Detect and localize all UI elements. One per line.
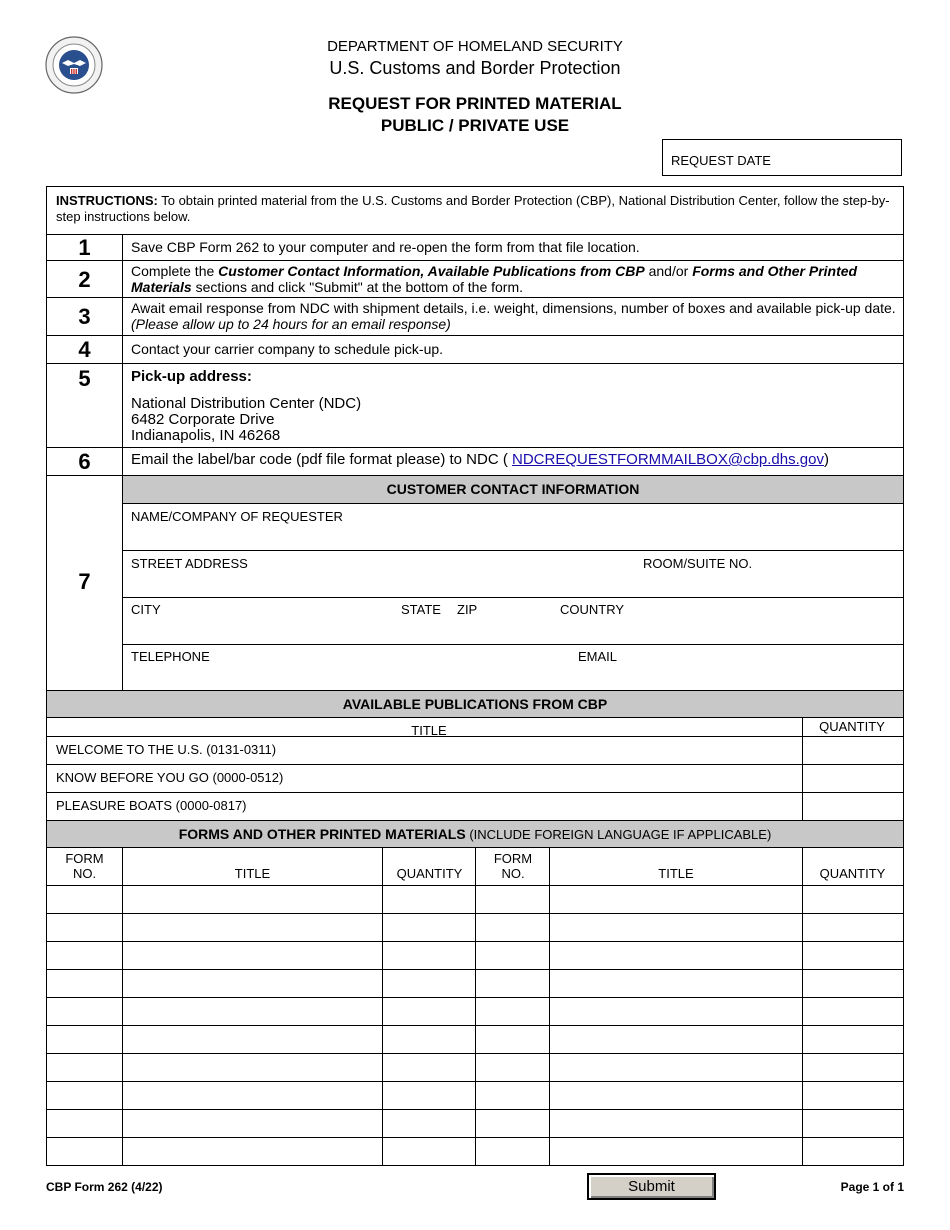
- ndc-email-link[interactable]: NDCREQUESTFORMMAILBOX@cbp.dhs.gov: [512, 451, 824, 468]
- contact-section-heading: CUSTOMER CONTACT INFORMATION: [123, 476, 903, 503]
- room-suite-label: ROOM/SUITE NO.: [643, 556, 753, 571]
- forms-row-divider: [47, 1053, 903, 1054]
- forms-row-divider: [47, 1109, 903, 1110]
- forms-section-heading: FORMS AND OTHER PRINTED MATERIALS (INCLUDE FOREIGN LANGUAGE IF APPLICABLE): [47, 821, 903, 847]
- step-number-3: 3: [78, 304, 91, 329]
- page-number: Page 1 of 1: [840, 1180, 904, 1194]
- email-field[interactable]: [572, 645, 903, 690]
- request-date-label: REQUEST DATE: [671, 153, 771, 168]
- forms-title-header: TITLE: [234, 866, 271, 881]
- instructions-body: To obtain printed material from the U.S. Customs and Border Protection (CBP), National Distribution Center, follow the step-by-step instructions below.: [56, 193, 890, 224]
- forms-row-divider: [47, 1081, 903, 1082]
- form-no-header: FORM NO.: [65, 851, 104, 881]
- street-address-field[interactable]: [123, 551, 623, 597]
- name-label: NAME/COMPANY OF REQUESTER: [131, 509, 343, 524]
- forms-row-divider: [47, 969, 903, 970]
- department-name: DEPARTMENT OF HOMELAND SECURITY: [327, 38, 623, 55]
- publication-title: WELCOME TO THE U.S. (0131-0311): [56, 742, 277, 757]
- forms-quantity-header: QUANTITY: [396, 866, 463, 881]
- step-number-7: 7: [78, 569, 91, 594]
- step-6-text: Email the label/bar code (pdf file format please) to NDC ( NDCREQUESTFORMMAILBOX@cbp.dhs.gov): [131, 451, 829, 468]
- form-subtitle: PUBLIC / PRIVATE USE: [380, 116, 570, 135]
- telephone-field[interactable]: [123, 645, 563, 690]
- publication-quantity-field[interactable]: [803, 765, 903, 792]
- forms-row-divider: [47, 1025, 903, 1026]
- instructions-text: [56, 193, 891, 225]
- zip-field[interactable]: [453, 598, 553, 644]
- country-field[interactable]: [557, 598, 903, 644]
- instructions-lead: INSTRUCTIONS:: [56, 193, 158, 208]
- step-2-text: Complete the Customer Contact Information, Available Publications from CBP and/or Forms and Other Printed Materials sections and click "Submit" at the bottom of the form.: [131, 263, 858, 295]
- publication-quantity-field[interactable]: [803, 793, 903, 820]
- step-number-6: 6: [78, 449, 91, 474]
- pickup-address: National Distribution Center (NDC) 6482 Corporate Drive Indianapolis, IN 46268: [131, 395, 362, 444]
- state-label: STATE: [401, 602, 441, 617]
- street-address-label: STREET ADDRESS: [131, 556, 248, 571]
- step-number-5: 5: [78, 366, 91, 391]
- forms-row-divider: [47, 941, 903, 942]
- step-4-text: Contact your carrier company to schedule pick-up.: [131, 341, 444, 357]
- name-company-field[interactable]: [123, 504, 903, 550]
- city-label: CITY: [131, 602, 161, 617]
- step-number-1: 1: [78, 235, 91, 260]
- step-number-4: 4: [78, 337, 91, 362]
- publication-quantity-field[interactable]: [803, 737, 903, 764]
- publications-title-header: TITLE: [411, 723, 447, 738]
- publication-title: PLEASURE BOATS (0000-0817): [56, 798, 247, 813]
- room-suite-field[interactable]: [637, 551, 903, 597]
- request-form: [46, 186, 904, 1166]
- step-number-2: 2: [78, 267, 91, 292]
- form-no-header: FORM NO.: [493, 851, 533, 881]
- country-label: COUNTRY: [560, 602, 625, 617]
- pickup-address-heading: Pick-up address:: [131, 368, 252, 385]
- forms-row-divider: [47, 1137, 903, 1138]
- step-3-text: Await email response from NDC with shipment details, i.e. weight, dimensions, number of boxes and available pick-up date. (Please allow up to 24 hours for an email response): [131, 300, 896, 332]
- forms-title-header: TITLE: [658, 866, 694, 881]
- publication-title: KNOW BEFORE YOU GO (0000-0512): [56, 770, 284, 785]
- city-field[interactable]: [123, 598, 393, 644]
- publications-section-heading: AVAILABLE PUBLICATIONS FROM CBP: [47, 691, 903, 717]
- step-1-text: Save CBP Form 262 to your computer and re-open the form from that file location.: [131, 239, 640, 255]
- state-field[interactable]: [397, 598, 449, 644]
- forms-row-divider: [47, 913, 903, 914]
- form-identifier: CBP Form 262 (4/22): [46, 1180, 163, 1194]
- agency-name: U.S. Customs and Border Protection: [329, 58, 621, 78]
- email-label: EMAIL: [578, 649, 618, 664]
- forms-row-divider: [47, 997, 903, 998]
- zip-label: ZIP: [457, 602, 478, 617]
- telephone-label: TELEPHONE: [131, 649, 210, 664]
- publications-quantity-header: QUANTITY: [819, 719, 885, 734]
- request-date-field[interactable]: [662, 139, 902, 176]
- form-title: REQUEST FOR PRINTED MATERIAL: [328, 94, 622, 113]
- submit-button[interactable]: Submit: [587, 1173, 716, 1200]
- forms-quantity-header: QUANTITY: [819, 866, 886, 881]
